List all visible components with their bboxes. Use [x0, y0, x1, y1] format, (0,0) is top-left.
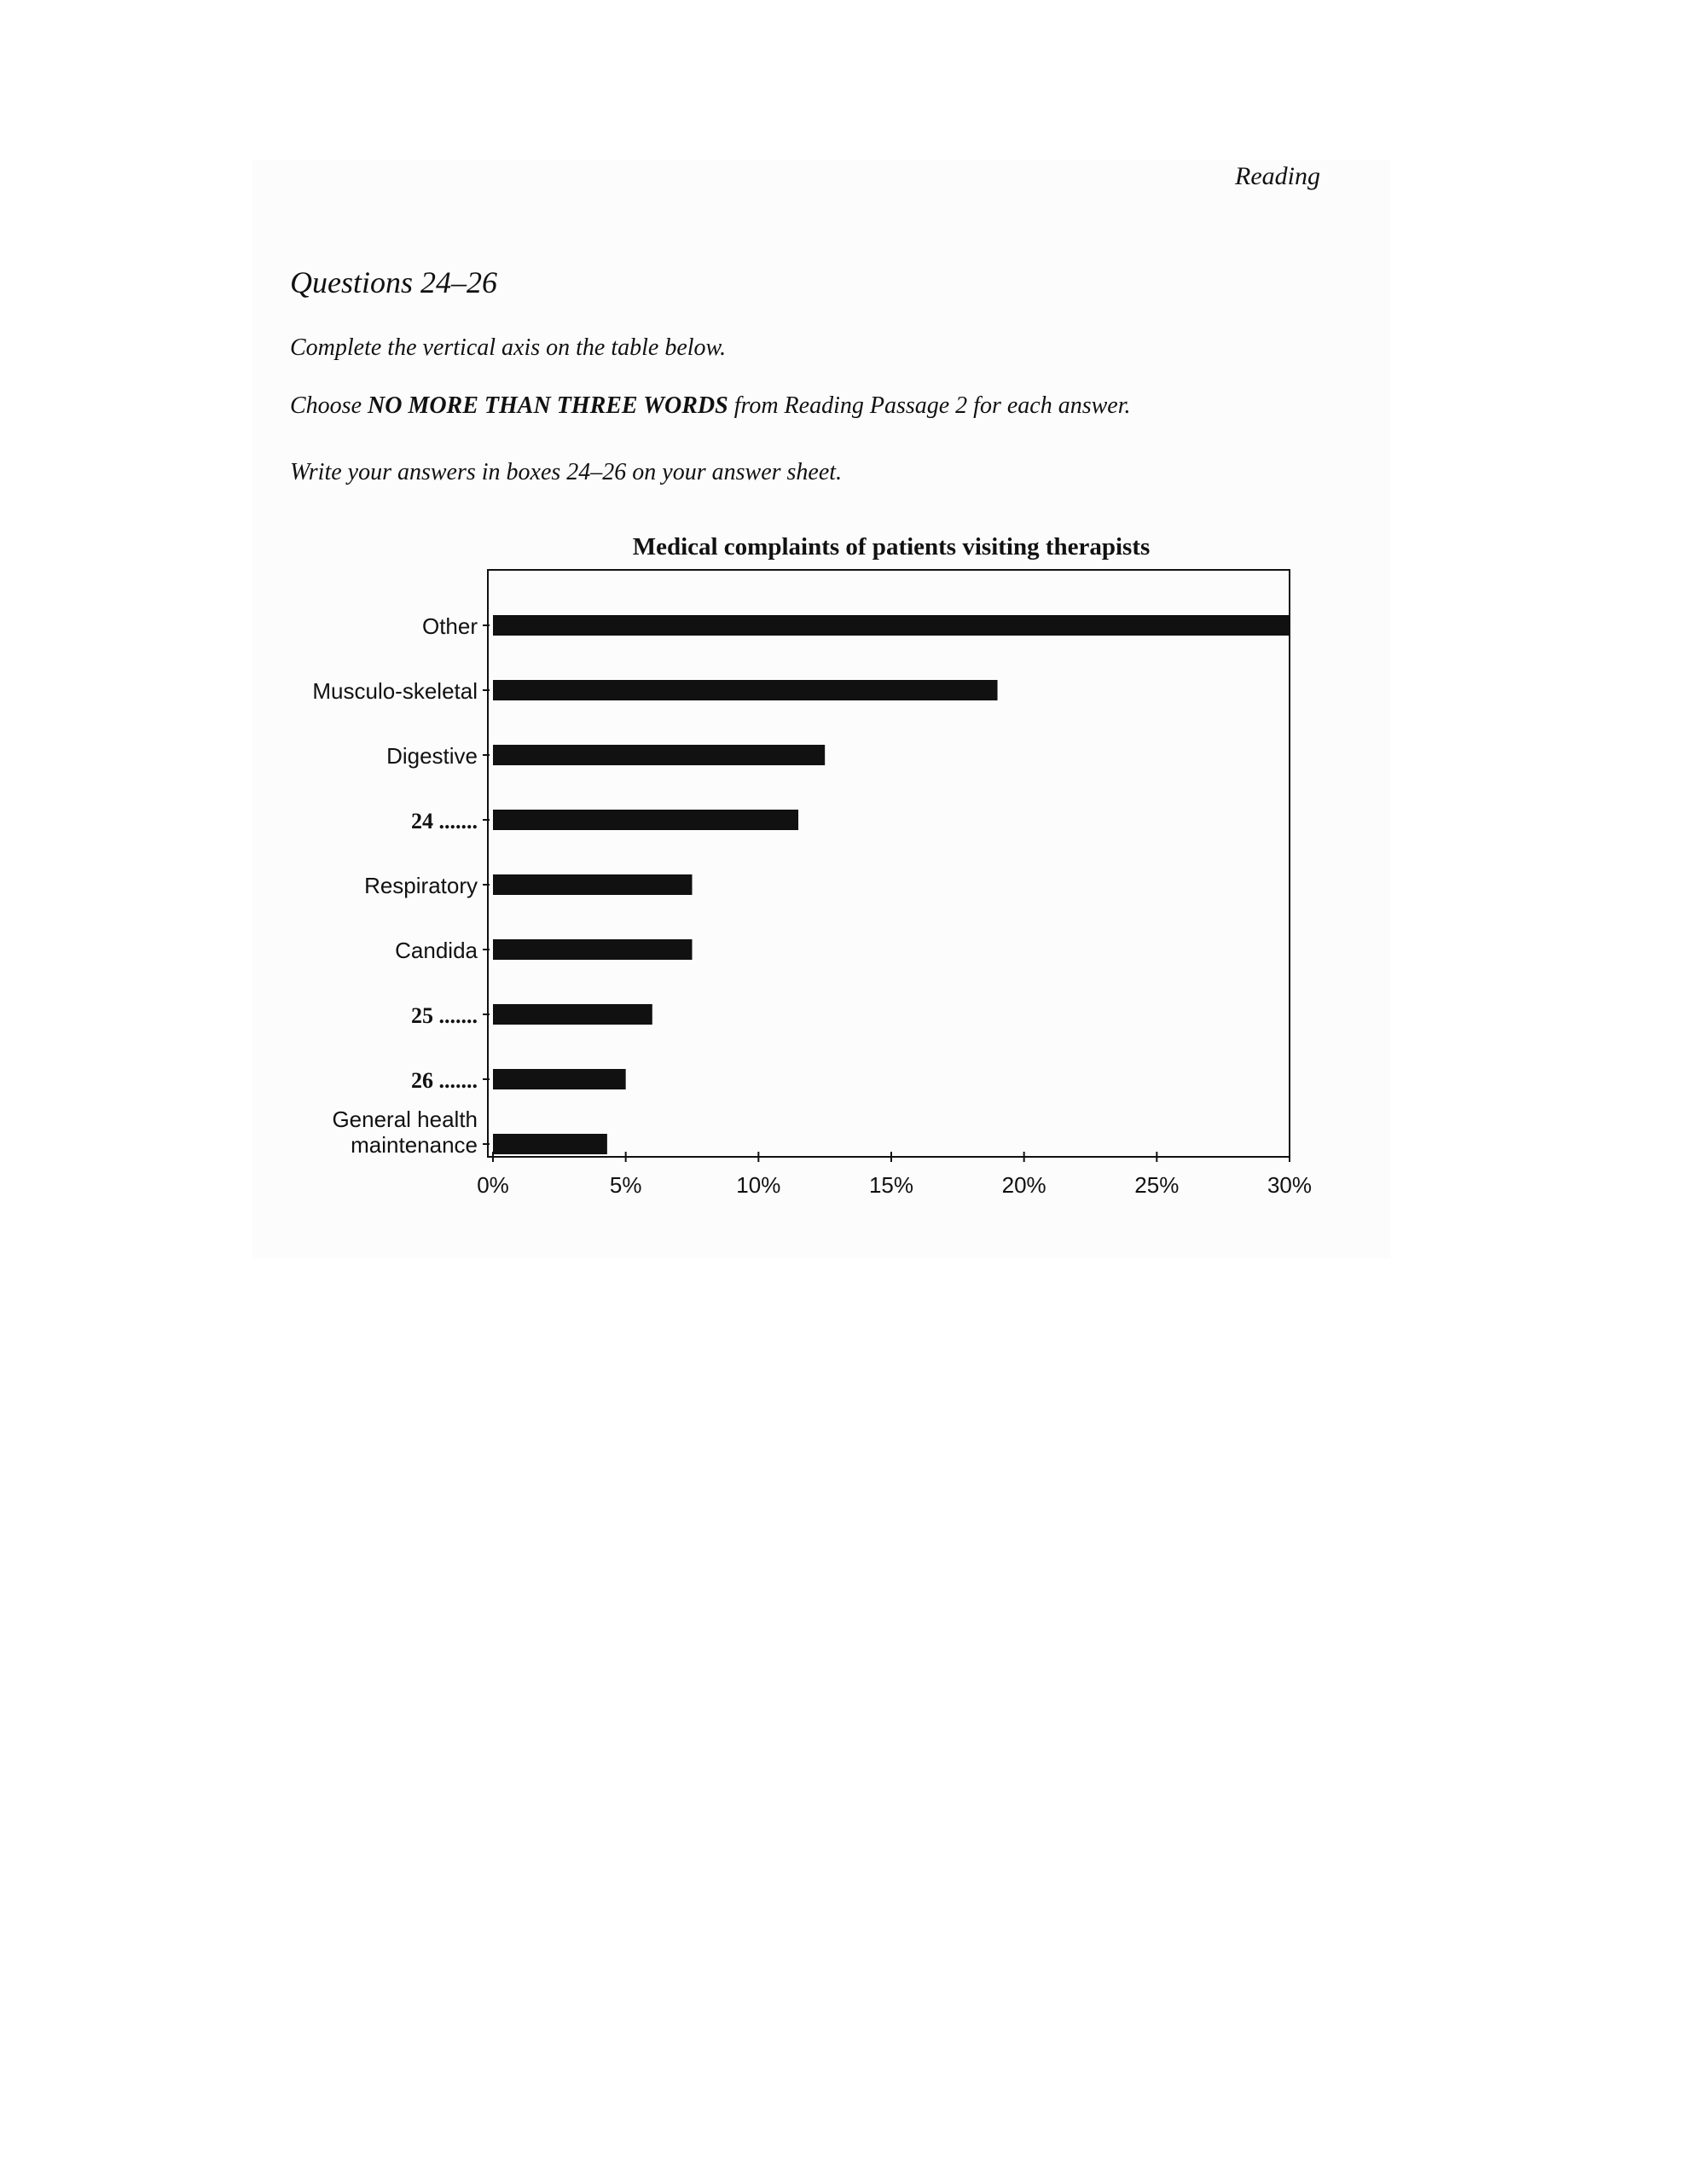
- x-tick-label: 20%: [1001, 1172, 1046, 1198]
- category-label: maintenance: [351, 1132, 478, 1158]
- instruction-answer-sheet: Write your answers in boxes 24–26 on your answer sheet.: [290, 459, 843, 485]
- category-label: Digestive: [386, 743, 478, 769]
- bar: [493, 939, 693, 960]
- bar: [493, 874, 693, 895]
- bar: [493, 615, 1290, 636]
- x-tick-label: 30%: [1267, 1172, 1313, 1198]
- instruction-word-limit-prefix: Choose: [290, 392, 362, 419]
- x-tick-label: 5%: [609, 1172, 642, 1198]
- x-tick-label: 10%: [736, 1172, 781, 1198]
- bar: [493, 1004, 652, 1025]
- bars-layer: [493, 615, 1290, 1154]
- questions-title: Questions 24–26: [290, 265, 497, 299]
- section-header: Reading: [1235, 162, 1320, 190]
- instruction-word-limit-emphasis: NO MORE THAN THREE WORDS: [368, 392, 728, 419]
- category-label: Other: [421, 613, 478, 639]
- x-tick-label: 15%: [868, 1172, 914, 1198]
- bar: [493, 745, 825, 765]
- category-label: Respiratory: [364, 873, 478, 898]
- x-axis-layer: [477, 1152, 1312, 1198]
- instruction-word-limit-suffix: from Reading Passage 2 for each answer.: [733, 392, 1131, 419]
- chart-title: Medical complaints of patients visiting therapists: [632, 533, 1151, 561]
- bar: [493, 1134, 607, 1154]
- instruction-complete-axis: Complete the vertical axis on the table below.: [290, 334, 727, 361]
- plot-area-frame: [488, 570, 1290, 1157]
- x-tick-label: 0%: [477, 1172, 509, 1198]
- category-label: 26 .......: [411, 1068, 478, 1093]
- x-tick-label: 25%: [1134, 1172, 1180, 1198]
- category-label: General health: [332, 1107, 478, 1132]
- category-label: Musculo-skeletal: [312, 678, 478, 704]
- category-label: 25 .......: [411, 1003, 478, 1028]
- bar: [493, 810, 798, 830]
- category-label: Candida: [395, 938, 478, 963]
- bar: [493, 1069, 626, 1089]
- category-label: 24 .......: [411, 809, 478, 834]
- category-labels-layer: [312, 613, 490, 1158]
- bar: [493, 680, 998, 700]
